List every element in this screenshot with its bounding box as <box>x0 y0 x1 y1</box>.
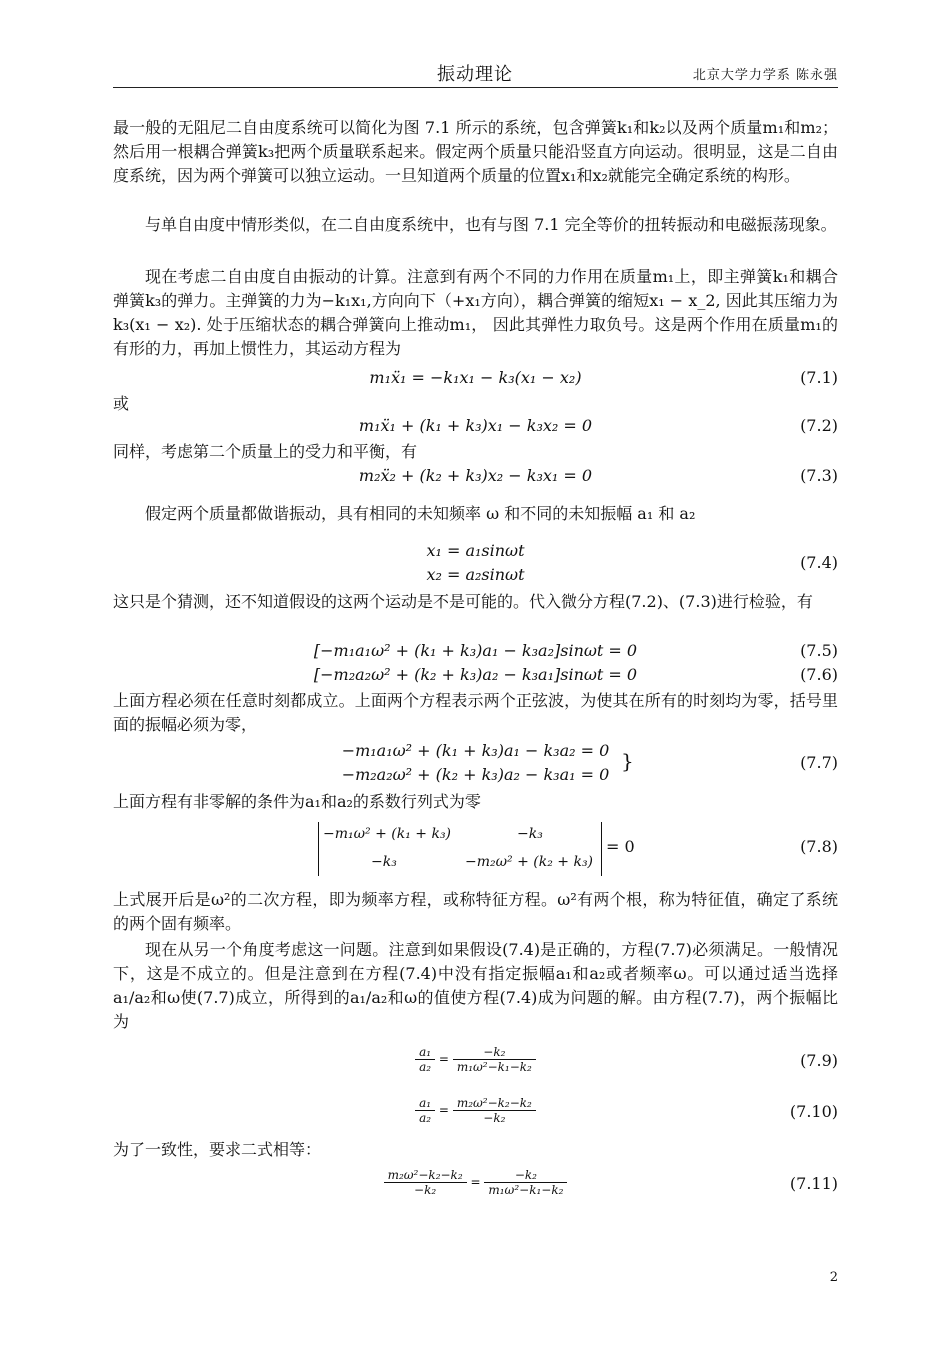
equation-7-4-number-row <box>113 553 838 577</box>
equation-7-3-number: (7.3) <box>800 466 838 485</box>
equation-7-9-lhs-den: a₂ <box>419 1060 432 1074</box>
equation-7-8-number: (7.8) <box>800 837 838 856</box>
equation-7-10-number: (7.10) <box>789 1102 838 1121</box>
paragraph-7: 上面方程必须在任意时刻都成立。上面两个方程表示两个正弦波，为使其在所有的时刻均为零，括号里面的振幅必须为零， <box>113 691 838 734</box>
paragraph-11: 为了一致性，要求二式相等： <box>113 1140 322 1159</box>
equation-7-7a-body: −m₁a₁ω² + (k₁ + k₃)a₁ − k₃a₂ = 0 <box>341 741 610 760</box>
determinant-cell-22: −m₂ω² + (k₂ + k₃) <box>465 854 594 870</box>
paragraph-10: 现在从另一个角度考虑这一问题。注意到如果假设(7.4)是正确的，方程(7.7)必须满足。一般情况下，这是不成立的。但是注意到在方程(7.4)中没有指定振幅a₁和a₂或者频率ω。可以通过适当选择a₁/a₂和ω使(7.7)成立，所得到的a₁/a₂和ω的值使方程(7.4)成为问题的解。由方程(7.7)，两个振幅比为 <box>113 940 838 1031</box>
equation-7-9-equals: = <box>438 1052 449 1066</box>
equation-7-3 <box>113 466 838 490</box>
paragraph-3: 现在考虑二自由度自由振动的计算。注意到有两个不同的力作用在质量m₁上，即主弹簧k₁和耦合弹簧k₃的弹力。主弹簧的力为−k₁x₁,方向向下（+x₁方向），耦合弹簧的缩短x₁ − x_2, 因此其压缩力为k₃(x₁ − x₂). 处于压缩状态的耦合弹簧向上推动m₁， 因此其弹性力取负号。这是两个作用在质量m₁的有形的力，再加上惯性力，其运动方程为 <box>113 267 838 358</box>
equation-7-4b-body: x₂ = a₂sinωt <box>426 565 525 584</box>
equation-7-7-brace: } <box>621 749 634 773</box>
equation-7-9-number: (7.9) <box>800 1051 838 1070</box>
equation-7-10-lhs-num: a₁ <box>415 1096 435 1111</box>
equation-7-11-number: (7.11) <box>789 1174 838 1193</box>
paragraph-2: 与单自由度中情形类似，在二自由度系统中，也有与图 7.1 完全等价的扭转振动和电磁振荡现象。 <box>145 215 837 234</box>
equation-7-11-rhs-den: m₁ω²−k₁−k₂ <box>488 1183 564 1197</box>
equation-7-2 <box>113 416 838 440</box>
equation-7-10-lhs-den: a₂ <box>419 1111 432 1125</box>
equation-7-11-lhs-den: −k₂ <box>414 1183 437 1197</box>
equation-7-11-rhs-num: −k₂ <box>484 1168 567 1183</box>
equation-7-1 <box>113 368 838 392</box>
equation-7-10-rhs <box>453 1096 536 1125</box>
equation-7-9-body <box>113 1045 838 1074</box>
paragraph-1: 最一般的无阻尼二自由度系统可以简化为图 7.1 所示的系统，包含弹簧k₁和k₂以及两个质量m₁和m₂；然后用一根耦合弹簧k₃把两个质量联系起来。假定两个质量只能沿竖直方向运动。很明显，这是二自由度系统，因为两个弹簧可以独立运动。一旦知道两个质量的位置x₁和x₂就能完全确定系统的构形。 <box>113 118 838 185</box>
equation-7-10-rhs-den: −k₂ <box>483 1111 506 1125</box>
equation-7-9-rhs-den: m₁ω²−k₁−k₂ <box>456 1060 532 1074</box>
equation-7-10-body <box>113 1096 838 1125</box>
equation-7-9-rhs <box>453 1045 536 1074</box>
paragraph-4: 同样，考虑第二个质量上的受力和平衡，有 <box>113 442 418 461</box>
determinant-cell-11: −m₁ω² + (k₁ + k₃) <box>323 826 452 842</box>
header-rule <box>113 87 838 88</box>
paragraph-8: 上面方程有非零解的条件为a₁和a₂的系数行列式为零 <box>113 792 481 811</box>
equation-7-5-body: [−m₁a₁ω² + (k₁ + k₃)a₁ − k₃a₂]sinωt = 0 <box>313 641 638 660</box>
equation-7-9-lhs <box>415 1045 435 1074</box>
equation-7-11-lhs <box>384 1168 467 1197</box>
equation-7-3-body: m₂ẍ₂ + (k₂ + k₃)x₂ − k₃x₁ = 0 <box>358 466 593 485</box>
equation-7-6-body: [−m₂a₂ω² + (k₂ + k₃)a₂ − k₃a₁]sinωt = 0 <box>313 665 638 684</box>
paragraph-6: 这只是个猜测，还不知道假设的这两个运动是不是可能的。代入微分方程(7.2)、(7.3)进行检验，有 <box>113 592 813 611</box>
equation-7-6 <box>113 665 838 689</box>
equation-7-9 <box>113 1045 838 1081</box>
determinant-rhs: = 0 <box>606 837 635 856</box>
equation-7-10-rhs-num: m₂ω²−k₂−k₂ <box>453 1096 536 1111</box>
equation-7-10 <box>113 1096 838 1132</box>
equation-7-6-number: (7.6) <box>800 665 838 684</box>
equation-7-7b-body: −m₂a₂ω² + (k₂ + k₃)a₂ − k₃a₁ = 0 <box>341 765 610 784</box>
equation-7-2-number: (7.2) <box>800 416 838 435</box>
page-number: 2 <box>829 1270 838 1285</box>
equation-7-1-body: m₁ẍ₁ = −k₁x₁ − k₃(x₁ − x₂) <box>369 368 582 387</box>
equation-7-11-body <box>113 1168 838 1197</box>
equation-7-4-number: (7.4) <box>800 553 838 572</box>
equation-7-5 <box>113 641 838 665</box>
equation-7-10-equals: = <box>438 1103 449 1117</box>
equation-7-7-number: (7.7) <box>800 753 838 772</box>
equation-7-9-lhs-num: a₁ <box>415 1045 435 1060</box>
paragraph-5: 假定两个质量都做谐振动，具有相同的未知频率 ω 和不同的未知振幅 a₁ 和 a₂ <box>145 504 696 523</box>
equation-7-10-lhs <box>415 1096 435 1125</box>
determinant-cell-12: −k₃ <box>517 826 543 842</box>
equation-7-11-lhs-num: m₂ω²−k₂−k₂ <box>384 1168 467 1183</box>
equation-7-1-number: (7.1) <box>800 368 838 387</box>
equation-7-2-body: m₁ẍ₁ + (k₁ + k₃)x₁ − k₃x₂ = 0 <box>358 416 593 435</box>
equation-7-11-equals: = <box>470 1175 481 1189</box>
running-header-title: 振动理论 <box>437 64 513 85</box>
equation-7-5-number: (7.5) <box>800 641 838 660</box>
determinant-cell-21: −k₃ <box>371 854 397 870</box>
equation-7-8 <box>113 837 838 861</box>
equation-7-11 <box>113 1168 838 1204</box>
equation-7-9-rhs-num: −k₂ <box>453 1045 536 1060</box>
running-header-author: 北京大学力学系 陈永强 <box>692 68 838 83</box>
equation-7-4a-body: x₁ = a₁sinωt <box>426 541 525 560</box>
connector-or: 或 <box>113 394 130 413</box>
paragraph-9: 上式展开后是ω²的二次方程，即为频率方程，或称特征方程。ω²有两个根，称为特征值，确定了系统的两个固有频率。 <box>113 890 838 933</box>
equation-7-11-rhs <box>484 1168 567 1197</box>
